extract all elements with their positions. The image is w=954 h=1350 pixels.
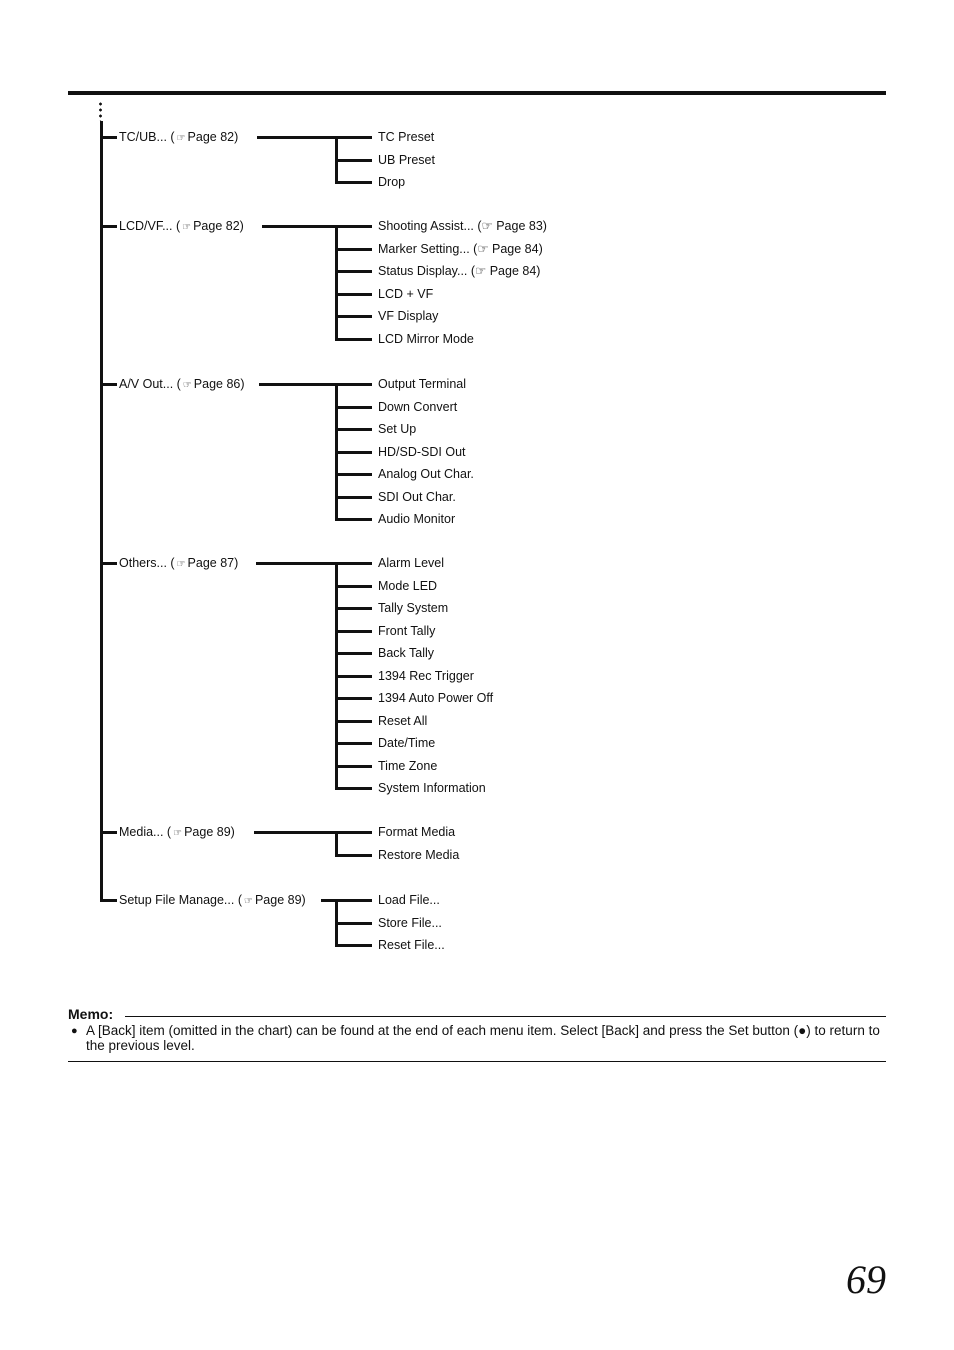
bullet-icon: ● [71, 1025, 78, 1037]
menu-item[interactable]: UB Preset [378, 152, 435, 167]
page-number: 69 [846, 1257, 886, 1302]
menu-item[interactable]: Output Terminal [378, 377, 467, 391]
item-tick [335, 270, 372, 273]
menu-item[interactable]: SDI Out Char. [378, 489, 456, 504]
group-name: Others... ( [119, 556, 175, 570]
item-tick [335, 944, 372, 947]
item-tick [335, 765, 372, 768]
item-tick [335, 248, 372, 251]
menu-item[interactable]: Analog Out Char. [378, 467, 474, 481]
page-reference-icon: ☞ [182, 222, 192, 233]
page-reference: Page 89) [184, 825, 235, 839]
menu-item[interactable]: TC Preset [378, 130, 435, 144]
group-name: TC/UB... ( [119, 130, 175, 144]
group-connector [254, 831, 372, 834]
item-tick [335, 428, 372, 431]
menu-item[interactable]: HD/SD-SDI Out [378, 444, 466, 459]
group-connector [321, 899, 372, 902]
item-tick [335, 787, 372, 790]
menu-item[interactable]: Time Zone [378, 758, 438, 773]
group-tick [100, 562, 117, 565]
item-tick [335, 697, 372, 700]
menu-item[interactable]: Audio Monitor [378, 512, 456, 526]
group-name: A/V Out... ( [119, 377, 181, 391]
top-rule [68, 91, 886, 95]
group-tick [100, 383, 117, 386]
menu-item[interactable]: LCD Mirror Mode [378, 331, 474, 346]
item-tick [335, 451, 372, 454]
page-reference: Page 87) [187, 556, 239, 570]
menu-item[interactable]: Front Tally [378, 623, 436, 638]
menu-item[interactable]: 1394 Auto Power Off [378, 691, 494, 705]
page-reference-icon: ☞ [182, 380, 192, 391]
continuation-dots [99, 101, 102, 121]
group-tick [100, 899, 117, 902]
menu-item[interactable]: Date/Time [378, 736, 436, 750]
menu-item[interactable]: Back Tally [378, 646, 435, 660]
menu-item[interactable]: Set Up [378, 422, 417, 436]
memo-bottom-rule [68, 1061, 886, 1062]
memo-rule [125, 1016, 886, 1017]
item-tick [335, 607, 372, 610]
item-tick [335, 518, 372, 521]
group-tick [100, 136, 117, 139]
menu-item[interactable]: LCD + VF [378, 286, 434, 301]
page-reference: Page 86) [193, 377, 245, 391]
item-tick [335, 338, 372, 341]
group-connector [257, 136, 372, 139]
menu-group-label[interactable] [119, 130, 238, 146]
menu-group-label[interactable] [119, 893, 306, 909]
menu-item[interactable]: Shooting Assist... (☞ Page 83) [378, 219, 547, 233]
item-tick [335, 159, 372, 162]
page-reference-icon: ☞ [176, 133, 186, 144]
item-tick [335, 854, 372, 857]
group-connector [259, 383, 372, 386]
menu-item[interactable]: Reset All [378, 713, 428, 728]
menu-item[interactable]: Tally System [378, 601, 449, 615]
item-tick [335, 585, 372, 588]
menu-item[interactable]: Alarm Level [378, 556, 444, 570]
menu-group-label[interactable] [119, 219, 244, 235]
menu-item[interactable]: Mode LED [378, 578, 438, 593]
main-trunk-line [100, 121, 103, 901]
item-tick [335, 293, 372, 296]
item-tick [335, 675, 372, 678]
menu-item[interactable]: Restore Media [378, 847, 460, 862]
menu-item[interactable]: Reset File... [378, 938, 445, 952]
menu-item[interactable]: Format Media [378, 825, 456, 839]
item-tick [335, 922, 372, 925]
item-tick [335, 742, 372, 745]
item-tick [335, 315, 372, 318]
memo-title: Memo: [68, 1006, 114, 1022]
menu-item[interactable]: System Information [378, 781, 486, 795]
group-name: LCD/VF... ( [119, 219, 181, 233]
item-tick [335, 496, 372, 499]
page-reference-icon: ☞ [176, 559, 186, 570]
sub-trunk-line [335, 225, 338, 341]
menu-item[interactable]: Down Convert [378, 399, 458, 414]
menu-group-label[interactable] [119, 377, 245, 393]
page-reference: Page 89) [254, 893, 306, 907]
menu-item[interactable]: Status Display... (☞ Page 84) [378, 264, 541, 278]
page-reference-icon: ☞ [173, 828, 183, 839]
group-name: Setup File Manage... ( [119, 893, 242, 907]
page-reference: Page 82) [187, 130, 239, 144]
menu-group-label[interactable] [119, 825, 235, 841]
item-tick [335, 406, 372, 409]
group-name: Media... ( [119, 825, 172, 839]
menu-item[interactable]: Drop [378, 175, 406, 189]
menu-item[interactable]: VF Display [378, 309, 439, 323]
page-reference: Page 82) [193, 219, 244, 233]
item-tick [335, 652, 372, 655]
group-connector [262, 225, 372, 228]
item-tick [335, 630, 372, 633]
menu-item[interactable]: Marker Setting... (☞ Page 84) [378, 241, 543, 256]
item-tick [335, 473, 372, 476]
menu-item[interactable]: Load File... [378, 893, 440, 907]
group-tick [100, 225, 117, 228]
menu-item[interactable]: Store File... [378, 915, 442, 930]
item-tick [335, 181, 372, 184]
menu-item[interactable]: 1394 Rec Trigger [378, 668, 474, 683]
group-connector [256, 562, 372, 565]
group-tick [100, 831, 117, 834]
item-tick [335, 720, 372, 723]
menu-group-label[interactable] [119, 556, 238, 572]
memo-text: A [Back] item (omitted in the chart) can be found at the end of each menu item. Select [Back] and press the Set button (●) to return to the previous level. [86, 1023, 880, 1053]
page-reference-icon: ☞ [243, 896, 253, 907]
